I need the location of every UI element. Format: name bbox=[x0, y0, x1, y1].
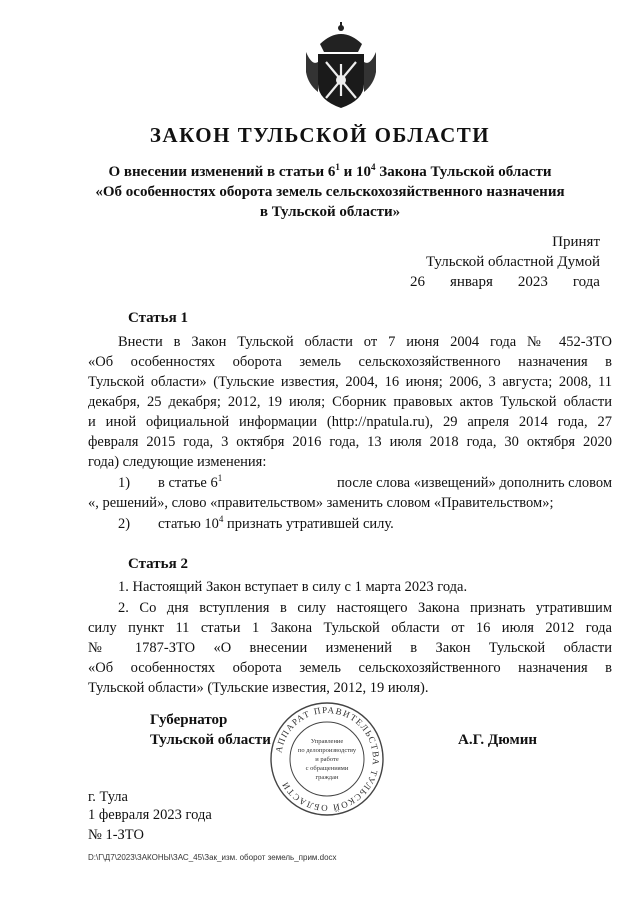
adoption-date bbox=[410, 272, 600, 292]
paragraph-line: Внести в Закон Тульской области от 7 июня 2004 года № 452-ЗТО bbox=[118, 334, 612, 350]
item-text: «, решений», слово «правительством» заменить словом «Правительством»; bbox=[88, 495, 554, 511]
subtitle-line: «Об особенностях оборота земель сельскохозяйственного назначения bbox=[95, 184, 565, 200]
stamp-ring-text: АППАРАТ ПРАВИТЕЛЬСТВА ТУЛЬСКОЙ ОБЛАСТИ bbox=[273, 704, 382, 814]
article-2-p1 bbox=[88, 577, 612, 597]
article-2-p2 bbox=[88, 598, 612, 698]
adoption-line: Принят bbox=[552, 234, 600, 250]
adoption-block bbox=[410, 232, 600, 292]
subtitle-text: и 10 bbox=[339, 164, 372, 180]
paragraph-line: № 1787-ЗТО «О внесении изменений в Закон Тульской области bbox=[88, 640, 612, 656]
paragraph-line: года) следующие изменения: bbox=[88, 454, 267, 470]
file-path-footer: D:\Г\Д7\2023\ЗАКОНЫ\ЗАС_45\Зак_изм. оборот земель_прим.docx bbox=[88, 853, 337, 862]
document-title: ЗАКОН ТУЛЬСКОЙ ОБЛАСТИ bbox=[149, 123, 491, 147]
stamp-center-line: с обращениями bbox=[305, 765, 349, 772]
adoption-day: 26 bbox=[410, 274, 425, 290]
item-text: в статье 6 bbox=[158, 475, 218, 491]
paragraph-line: Тульской области» (Тульские известия, 2012, 19 июля). bbox=[88, 680, 429, 696]
subtitle-text: О внесении изменений в статьи 6 bbox=[108, 164, 336, 180]
stamp-center-line: граждан bbox=[315, 774, 339, 781]
stamp-center-line: и работе bbox=[315, 756, 339, 763]
city: г. Тула bbox=[88, 789, 128, 805]
document-subtitle bbox=[80, 162, 580, 222]
superscript: 4 bbox=[218, 514, 224, 524]
item-text: статью 10 bbox=[158, 516, 219, 532]
paragraph-line: «Об особенностях оборота земель сельскохозяйственного назначения в bbox=[88, 660, 612, 676]
paragraph-line: и иной официальной информации (http://npatula.ru), 29 апреля 2014 года, 27 bbox=[88, 414, 612, 430]
article-2-heading: Статья 2 bbox=[128, 556, 188, 572]
subtitle-line: в Тульской области» bbox=[259, 204, 401, 220]
article-1-heading: Статья 1 bbox=[128, 310, 188, 326]
article-1-intro bbox=[88, 332, 612, 472]
article-1-item-2 bbox=[88, 514, 612, 534]
signatory-position bbox=[150, 710, 271, 750]
place-date-block bbox=[88, 788, 212, 824]
stamp-center-line: Управление bbox=[310, 738, 344, 745]
law-number: № 1-ЗТО bbox=[88, 827, 144, 843]
paragraph-line: Тульской области» (Тульские известия, 2004, 16 июня; 2006, 3 августа; 2008, 11 bbox=[88, 374, 612, 390]
item-number: 1) bbox=[118, 475, 131, 491]
paragraph-line: февраля 2015 года, 3 октября 2016 года, 13 июля 2018 года, 30 октября 2020 bbox=[88, 434, 612, 450]
item-number: 2) bbox=[118, 516, 131, 532]
adoption-month: января bbox=[449, 274, 493, 290]
superscript: 1 bbox=[335, 162, 340, 172]
signatory-name: А.Г. Дюмин bbox=[458, 732, 538, 748]
paragraph-line: декабря, 25 декабря; 2012, 19 июля; Сборник правовых актов Тульской области bbox=[88, 394, 612, 410]
paragraph-line: 1. Настоящий Закон вступает в силу с 1 марта 2023 года. bbox=[118, 579, 468, 595]
signing-date: 1 февраля 2023 года bbox=[88, 807, 212, 823]
adoption-year-word: года bbox=[572, 274, 600, 290]
superscript: 1 bbox=[217, 473, 223, 483]
article-1-item-1 bbox=[88, 473, 612, 513]
official-stamp bbox=[268, 700, 386, 818]
adoption-line: Тульской областной Думой bbox=[425, 254, 600, 270]
item-text: признать утратившей силу. bbox=[223, 516, 394, 532]
item-text: после слова «извещений» дополнить словом bbox=[336, 475, 612, 491]
adoption-year: 2023 bbox=[517, 274, 548, 290]
coat-of-arms-icon bbox=[298, 22, 384, 110]
position-line: Губернатор bbox=[150, 712, 228, 728]
paragraph-line: 2. Со дня вступления в силу настоящего Закона признать утратившим bbox=[118, 600, 612, 616]
superscript: 4 bbox=[371, 162, 376, 172]
stamp-center-line: по делопроизводству bbox=[297, 747, 357, 754]
paragraph-line: силу пункт 11 статьи 1 Закона Тульской области от 16 июля 2012 года bbox=[88, 620, 612, 636]
paragraph-line: «Об особенностях оборота земель сельскохозяйственного назначения в bbox=[88, 354, 612, 370]
position-line: Тульской области bbox=[150, 732, 271, 748]
subtitle-text: Закона Тульской области bbox=[375, 164, 552, 180]
